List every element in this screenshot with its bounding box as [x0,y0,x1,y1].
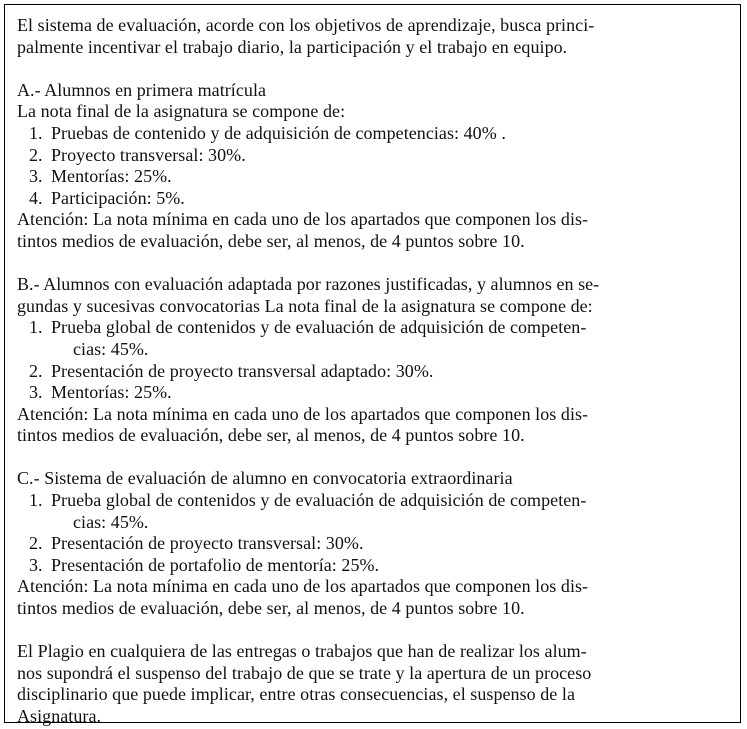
list-item [17,361,728,383]
item-text: Mentorías: 25%. [51,166,172,187]
item-number: 2. [29,533,43,554]
list-item [17,317,728,360]
section-c [17,468,728,619]
item-text: Presentación de portafolio de mentoría: 25%. [51,554,380,575]
intro-line: palmente incentivar el trabajo diario, la participación y el trabajo en equipo. [17,36,568,57]
list-item [17,145,728,167]
item-text-continuation: cias: 45%. [73,338,149,359]
plagiarism-paragraph [17,641,728,727]
item-number: 3. [29,166,43,187]
section-b [17,274,728,447]
item-text: Prueba global de contenidos y de evaluación de adquisición de competen- [51,490,587,511]
plagiarism-line: nos supondrá el suspenso del trabajo de que se trate y la apertura de un proceso [17,662,592,683]
item-number: 1. [29,490,43,511]
item-text: Prueba global de contenidos y de evaluación de adquisición de competen- [51,317,587,338]
section-a [17,80,728,253]
intro-line: El sistema de evaluación, acorde con los objetivos de aprendizaje, busca princi- [17,15,595,35]
list-item [17,490,728,533]
section-c-heading: C.- Sistema de evaluación de alumno en convocatoria extraordinaria [17,468,513,489]
section-a-subheading: La nota final de la asignatura se compone de: [17,101,346,122]
item-number: 4. [29,187,43,208]
section-a-heading: A.- Alumnos en primera matrícula [17,79,267,100]
section-b-note: Atención: La nota mínima en cada uno de los apartados que componen los dis- [17,403,589,424]
section-b-note: tintos medios de evaluación, debe ser, al menos, de 4 puntos sobre 10. [17,425,525,446]
list-item [17,555,728,577]
list-item [17,382,728,404]
item-number: 2. [29,144,43,165]
section-c-list [17,490,728,576]
item-text: Proyecto transversal: 30%. [51,144,246,165]
item-text: Presentación de proyecto transversal adaptado: 30%. [51,360,434,381]
item-number: 3. [29,554,43,575]
plagiarism-line: disciplinario que puede implicar, entre otras consecuencias, el suspenso de la [17,684,575,705]
evaluation-box [4,4,741,726]
list-item [17,166,728,188]
section-a-note: tintos medios de evaluación, debe ser, al menos, de 4 puntos sobre 10. [17,230,525,251]
item-number: 2. [29,360,43,381]
section-c-note: tintos medios de evaluación, debe ser, al menos, de 4 puntos sobre 10. [17,598,525,619]
section-a-list [17,123,728,209]
item-text: Mentorías: 25%. [51,382,172,403]
list-item [17,123,728,145]
item-number: 1. [29,317,43,338]
list-item [17,533,728,555]
intro-paragraph [17,15,728,58]
item-number: 1. [29,122,43,143]
section-c-note: Atención: La nota mínima en cada uno de los apartados que componen los dis- [17,576,589,597]
item-number: 3. [29,382,43,403]
list-item [17,188,728,210]
section-b-list [17,317,728,403]
section-b-heading: gundas y sucesivas convocatorias La nota final de la asignatura se compone de: [17,295,593,316]
item-text-continuation: cias: 45%. [73,511,149,532]
section-a-note: Atención: La nota mínima en cada uno de los apartados que componen los dis- [17,209,589,230]
item-text: Participación: 5%. [51,187,185,208]
item-text: Presentación de proyecto transversal: 30%. [51,533,364,554]
plagiarism-line: El Plagio en cualquiera de las entregas o trabajos que han de realizar los alum- [17,641,587,662]
item-text: Pruebas de contenido y de adquisición de competencias: 40% . [51,122,506,143]
plagiarism-line: Asignatura. [17,706,102,726]
section-b-heading: B.- Alumnos con evaluación adaptada por razones justificadas, y alumnos en se- [17,274,600,295]
